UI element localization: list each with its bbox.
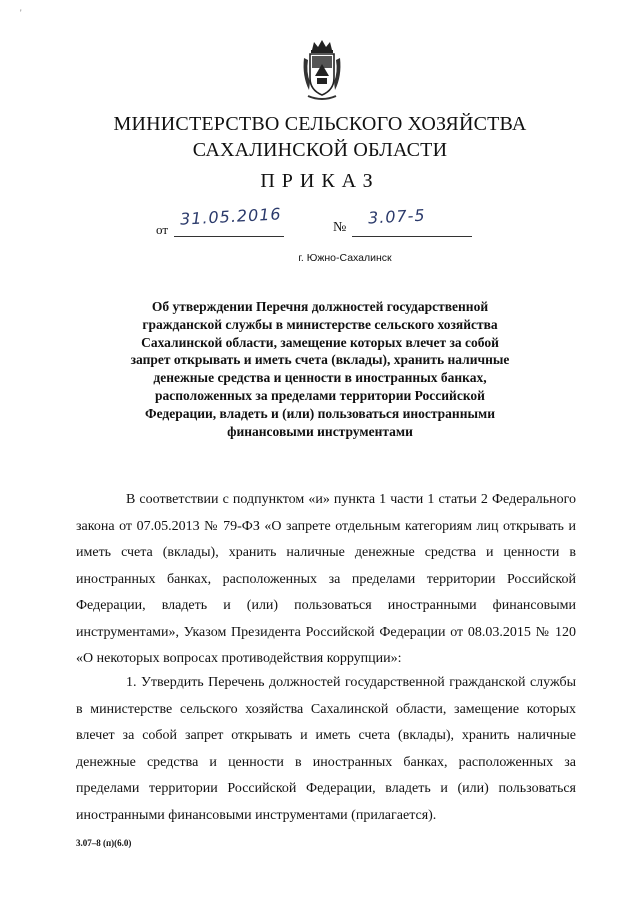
number-label: № xyxy=(333,220,347,235)
date-label: от xyxy=(156,222,169,237)
ministry-name-line2: САХАЛИНСКОЙ ОБЛАСТИ xyxy=(192,139,448,161)
number-underline xyxy=(352,236,472,237)
ministry-name-line1: МИНИСТЕРСТВО СЕЛЬСКОГО ХОЗЯЙСТВА xyxy=(113,113,527,135)
scan-mark: ' xyxy=(20,8,22,18)
document-code: 3.07–8 (п)(6.0) xyxy=(76,838,132,848)
date-underline xyxy=(174,236,284,237)
handwritten-date: 31.05.2016 xyxy=(179,204,283,229)
handwritten-number: 3.07-5 xyxy=(367,205,427,228)
coat-of-arms-emblem xyxy=(300,38,344,102)
document-type: ПРИКАЗ xyxy=(260,170,380,192)
item-1-paragraph: 1. Утвердить Перечень должностей государственной гражданской службы в министерстве сельского хозяйства Сахалинской области, замещение которых влечет за собой запрет открывать и иметь счета (вклады), хранить наличные денежные средства и ценности в иностранных банках, расположенных за пределами территории Российской Федерации, владеть и (или) пользоваться иностранными финансовыми инструментами (прилагается). xyxy=(76,675,576,823)
city-name: г. Южно-Сахалинск xyxy=(298,252,392,264)
order-subject: Об утверждении Перечня должностей государственной гражданской службы в министерстве сельского хозяйства Сахалинской области, замещение которых влечет за собой запрет открывать и иметь счета (вклады), хранить наличные денежные средства и ценности в иностранных банках, расположенных за пределами территории Российской Федерации, владеть и (или) пользоваться иностранными финансовыми инструментами xyxy=(130,299,510,439)
preamble-paragraph: В соответствии с подпунктом «и» пункта 1 части 1 статьи 2 Федерального закона от 07.05.2013 № 79-ФЗ «О запрете отдельным категориям лиц открывать и иметь счета (вклады), хранить наличные денежные средства и ценности в иностранных банках, расположенных за пределами территории Российской Федерации, владеть и (или) пользоваться иностранными финансовыми инструментами», Указом Президента Российской Федерации от 08.03.2015 № 120 «О некоторых вопросах противодействия коррупции»: xyxy=(76,492,576,666)
